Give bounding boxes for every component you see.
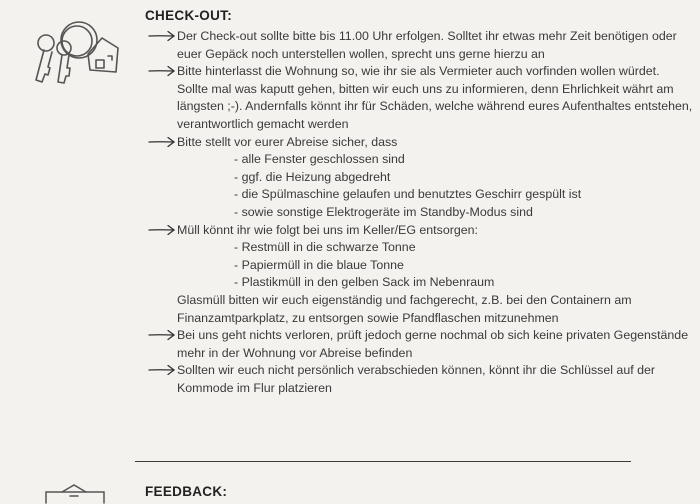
item-text: Bitte hinterlasst die Wohnung so, wie ihr sie als Vermieter auch vorfinden wollen würdet. Sollte mal was kaputt gehen, bitten wir euch uns zu informieren, denn Ehrlichkeit währt am längsten ;-). Andernfalls könnt ihr für Schäden, welche während eures Aufenthaltes entstehen, verantwortlich gemacht werden: [177, 64, 693, 131]
item-text: Sollten wir euch nicht persönlich verabschieden können, könnt ihr die Schlüssel auf der Kommode im Flur platzieren: [177, 363, 656, 395]
arrow-right-icon: [148, 135, 176, 149]
house-icon: [40, 484, 110, 504]
section-divider: [135, 461, 631, 462]
list-item: [148, 63, 693, 133]
sub-item: - sowie sonstige Elektrogeräte im Standby-Modus sind: [234, 204, 533, 219]
arrow-right-icon: [148, 328, 176, 342]
arrow-right-icon: [148, 363, 176, 377]
sub-item: - Plastikmüll in den gelben Sack im Nebenraum: [234, 275, 495, 290]
item-text: Der Check-out sollte bitte bis 11.00 Uhr erfolgen. Solltet ihr etwas mehr Zeit benötigen oder euer Gepäck noch unterstellen wollen, sprecht uns gerne hierzu an: [177, 29, 677, 61]
item-text: Müll könnt ihr wie folgt bei uns im Keller/EG entsorgen:: [177, 222, 478, 237]
glass-note: Glasmüll bitten wir euch eigenständig und fachgerecht, z.B. bei den Containern am Finanzamtparkplatz, zu entsorgen sowie Pfandflaschen mitzunehmen: [177, 292, 632, 325]
sub-item: - alle Fenster geschlossen sind: [234, 152, 405, 167]
arrow-right-icon: [148, 64, 176, 78]
list-item: [148, 362, 693, 397]
checkout-title: CHECK-OUT:: [145, 8, 232, 23]
item-text: Bei uns geht nichts verloren, prüft jedoch gerne nochmal ob sich keine privaten Gegenstände mehr in der Wohnung vor Abreise befinden: [177, 328, 689, 360]
feedback-title: FEEDBACK:: [145, 484, 228, 499]
arrow-right-icon: [148, 223, 176, 237]
arrow-right-icon: [148, 29, 176, 43]
keys-icon: [24, 10, 144, 90]
item-text: Bitte stellt vor eurer Abreise sicher, dass: [177, 134, 398, 149]
sub-item: - Papiermüll in die blaue Tonne: [234, 257, 404, 272]
sub-item: - Restmüll in die schwarze Tonne: [234, 240, 416, 255]
list-item: [148, 28, 693, 63]
checkout-list: [148, 28, 693, 397]
sub-item: - die Spülmaschine gelaufen und benutztes Geschirr gespült ist: [234, 187, 582, 202]
sub-item: - ggf. die Heizung abgedreht: [234, 169, 391, 184]
list-item: [148, 134, 693, 152]
list-item: [148, 327, 693, 362]
list-item: [148, 222, 693, 240]
